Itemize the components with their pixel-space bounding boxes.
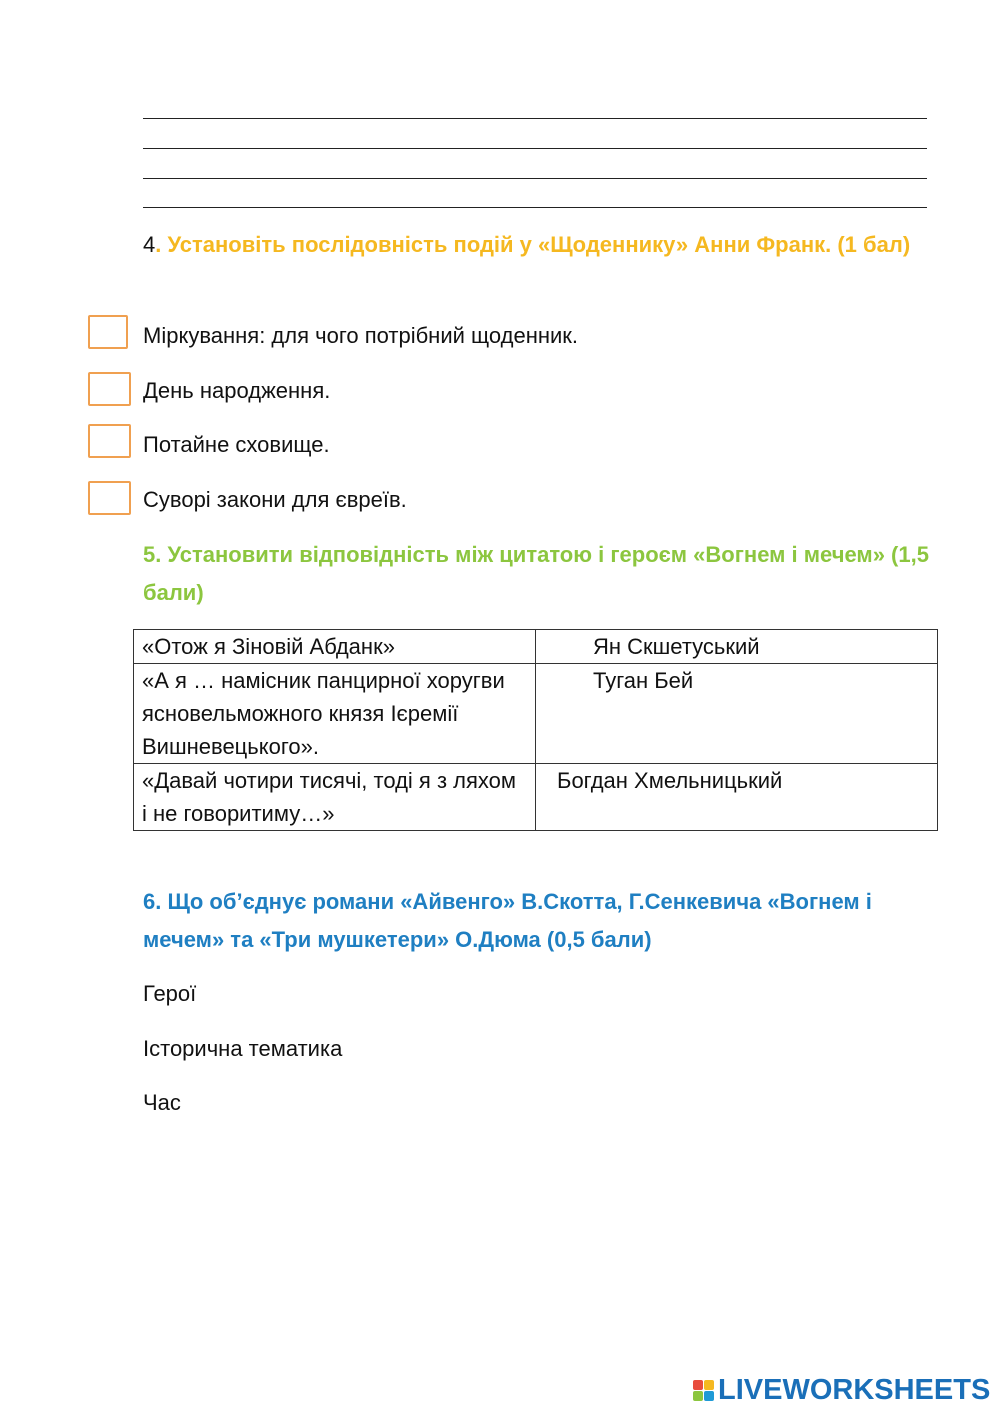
answer-line[interactable] — [143, 207, 927, 208]
quote-cell: «А я … намісник панцирної хоругви ясновельможного князя Ієремії Вишневецького». — [134, 664, 536, 764]
table-row — [134, 764, 938, 831]
q4-option: Потайне сховище. — [143, 432, 330, 457]
answer-line[interactable] — [143, 148, 927, 149]
answer-line[interactable] — [143, 118, 927, 119]
question-4-number: 4 — [143, 232, 156, 257]
quote-cell: «Отож я Зіновій Абданк» — [134, 630, 536, 664]
question-5-title: 5. Установити відповідність між цитатою і героєм «Вогнем і мечем» (1,5 бали) — [143, 542, 929, 605]
order-input-box[interactable] — [88, 372, 131, 406]
q6-answer-option[interactable]: Герої — [143, 981, 197, 1006]
q4-option: Міркування: для чого потрібний щоденник. — [143, 323, 579, 348]
order-input-box[interactable] — [88, 424, 131, 458]
hero-cell[interactable]: Ян Скшетуський — [536, 630, 938, 664]
table-row — [134, 630, 938, 664]
question-4-title — [143, 226, 933, 264]
q4-option: День народження. — [143, 378, 331, 403]
question-4-text: . Установіть послідовність подій у «Щоденнику» Анни Франк. (1 бал) — [155, 232, 911, 257]
q6-answer-option[interactable]: Історична тематика — [143, 1036, 343, 1061]
question-6-title: 6. Що об’єднує романи «Айвенго» В.Скотта, Г.Сенкевича «Вогнем і мечем» та «Три мушкетери» О.Дюма (0,5 бали) — [143, 889, 872, 952]
order-input-box[interactable] — [88, 315, 128, 349]
hero-cell[interactable]: Туган Бей — [536, 664, 938, 764]
q4-option: Суворі закони для євреїв. — [143, 487, 407, 512]
quote-cell: «Давай чотири тисячі, тоді я з ляхом і не говоритиму…» — [134, 764, 536, 831]
answer-line[interactable] — [143, 178, 927, 179]
hero-cell[interactable]: Богдан Хмельницький — [536, 764, 938, 831]
liveworksheets-logo-icon — [693, 1380, 714, 1401]
matching-table — [133, 629, 938, 831]
order-input-box[interactable] — [88, 481, 131, 515]
liveworksheets-logo — [693, 1372, 990, 1408]
q6-answer-option[interactable]: Час — [143, 1090, 181, 1115]
logo-text: LIVEWORKSHEETS — [718, 1373, 991, 1406]
table-row — [134, 664, 938, 764]
